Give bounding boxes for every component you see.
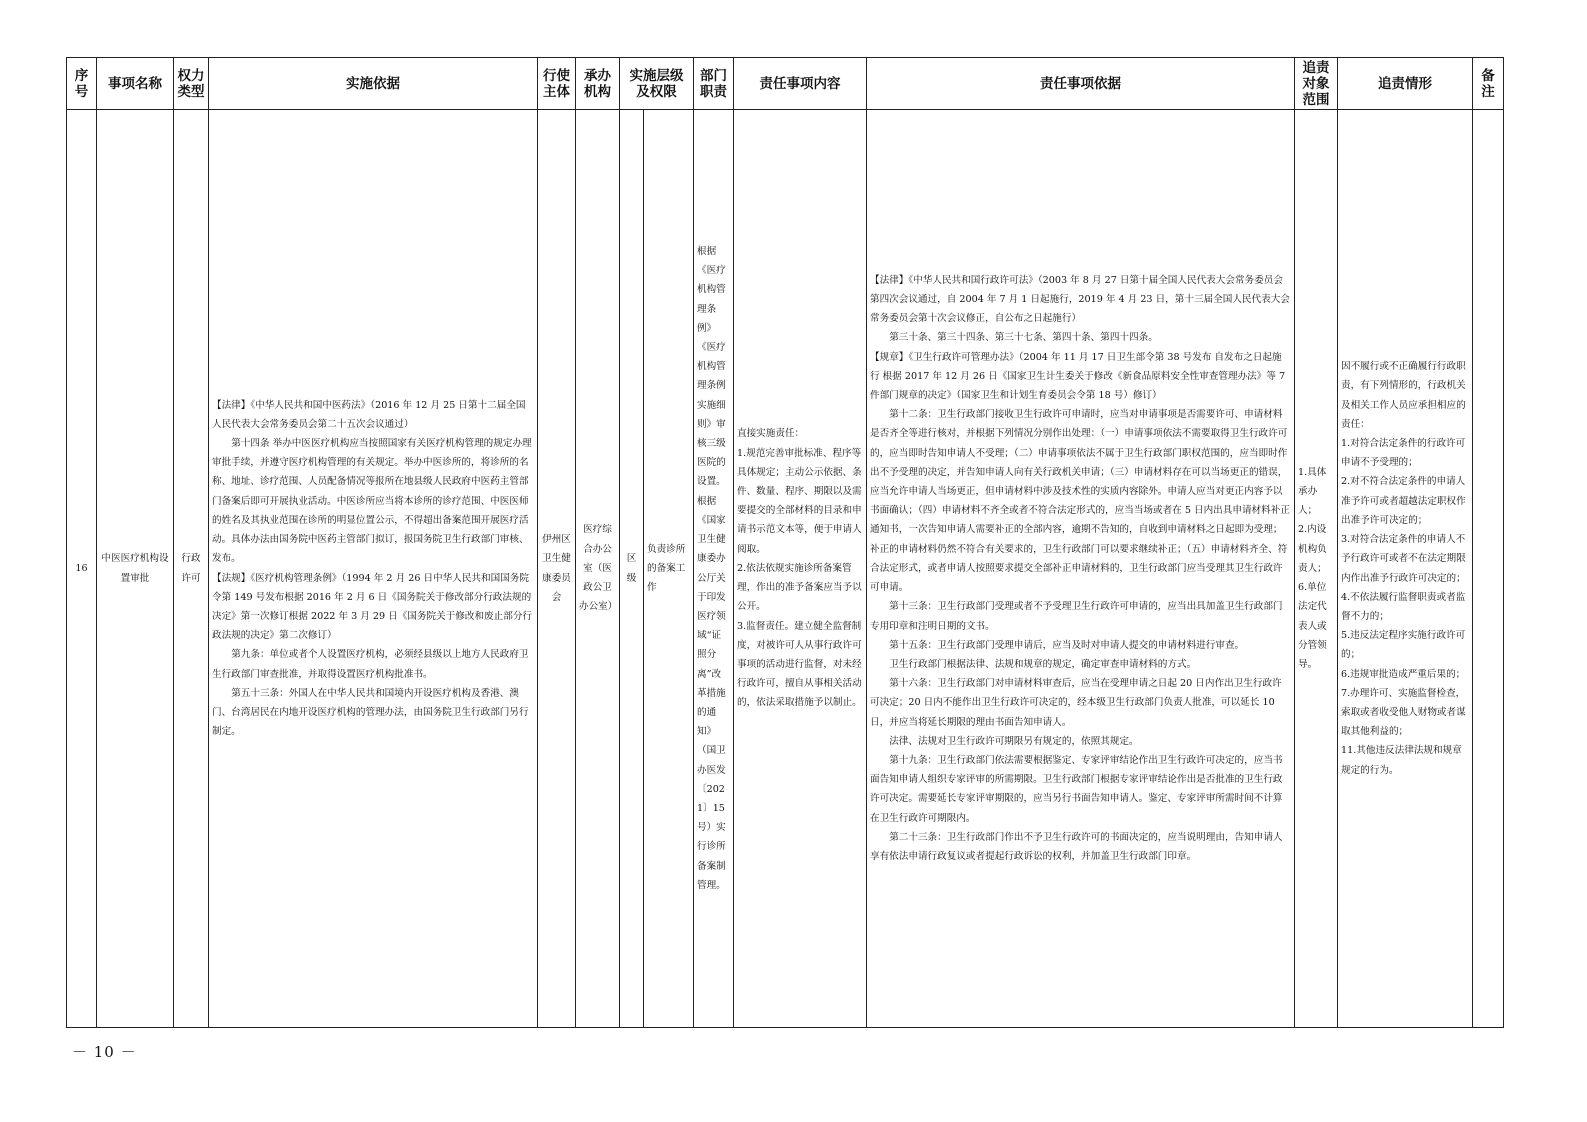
situation-item: 5.违反法定程序实施行政许可的；: [1341, 630, 1466, 661]
scope-item: 1.具体承办人；: [1298, 466, 1327, 517]
row-level-a: 区级: [620, 110, 644, 1028]
situation-item: 11.其他违反法律法规和规章规定的行为。: [1341, 745, 1462, 776]
header-level: 实施层级及权限: [620, 58, 694, 110]
row-situation: [1338, 110, 1473, 1028]
situation-item: 7.办理许可、实施监督检查，索取或者收受他人财物或者谋取其他利益的；: [1341, 687, 1466, 738]
resp-paragraph: 2.依法依规实施诊所备案管理，作出的准予备案应当予以公开。: [737, 562, 862, 613]
row-duty: 根据《医疗机构管理条例》《医疗机构管理条例实施细则》审核三级医院的设置。根据《国家卫生健康委办公厅关于印发医疗领域“证照分离”改革措施的通知》（国卫办医发〔2021〕15 号）实行诊所备案制管理。: [694, 110, 734, 1028]
row-resp: [734, 110, 867, 1028]
row-seq: 16: [67, 110, 97, 1028]
basis-paragraph: 第十四条 举办中医医疗机构应当按照国家有关医疗机构管理的规定办理审批手续，并遵守医疗机构管理的有关规定。举办中医诊所的，将诊所的名称、地址、诊疗范围、人员配备情况等报所在地县级人民政府中医药主管部门备案后即可开展执业活动。中医诊所应当将本诊所的诊疗范围、中医医师的姓名及其执业范围在诊所的明显位置公示，不得超出备案范围开展医疗活动。具体办法由国务院中医药主管部门拟订，报国务院卫生行政部门审核、发布。: [212, 438, 532, 565]
situation-item: 2.对不符合法定条件的申请人准予许可或者超越法定职权作出准予许可决定的；: [1341, 476, 1466, 526]
resp-basis-paragraph: 第十二条：卫生行政部门接收卫生行政许可申请时，应当对申请事项是否需要许可、申请材料是否齐全等进行核对，并根据下列情况分别作出处理：（一）申请事项依法不需要取得卫生行政许可的，应当即时告知申请人不受理；（二）申请事项依法不属于卫生行政部门职权范围的，应当即时作出不予受理的决定，并告知申请人向有关行政机关申请；（三）申请材料存在可以当场更正的错误，应当允许申请人当场更正，但申请材料中涉及技术性的实质内容除外。申请人应当对更正内容予以书面确认；（四）申请材料不齐全或者不符合法定形式的，应当当场或者在 5 日内出具申请材料补正通知书，一次告知申请人需要补正的全部内容，逾期不告知的，自收到申请材料之日起即为受理；补正的申请材料仍然不符合有关要求的，卫生行政部门可以要求继续补正；（五）申请材料齐全、符合法定形式，或者申请人按照要求提交全部补正申请材料的，卫生行政部门应当受理其卫生行政许可申请。: [870, 409, 1290, 594]
header-situation: 追责情形: [1338, 58, 1473, 110]
row-type: 行政许可: [174, 110, 209, 1028]
header-resp-basis: 责任事项依据: [867, 58, 1295, 110]
header-basis: 实施依据: [209, 58, 538, 110]
row-name: 中医医疗机构设置审批: [97, 110, 174, 1028]
header-remark: 备注: [1473, 58, 1504, 110]
header-scope: 追责对象范围: [1295, 58, 1338, 110]
resp-paragraph: 直接实施责任：: [737, 428, 805, 440]
row-basis: [209, 110, 538, 1028]
scope-item: 2.内设机构负责人；: [1298, 524, 1327, 574]
basis-paragraph: 第五十三条：外国人在中华人民共和国境内开设医疗机构及香港、澳门、台湾居民在内地开设医疗机构的管理办法，由国务院卫生行政部门另行制定。: [212, 687, 529, 738]
header-subject: 行使主体: [538, 58, 576, 110]
row-org: 医疗综合办公室（医政公卫办公室）: [576, 110, 620, 1028]
scope-item: 6.单位法定代表人或分管领导。: [1298, 582, 1327, 670]
header-duty: 部门职责: [694, 58, 734, 110]
situation-item: 因不履行或不正确履行行政职责，有下列情形的，行政机关及相关工作人员应承担相应的责任：: [1341, 361, 1466, 430]
header-name: 事项名称: [97, 58, 174, 110]
row-subject: 伊州区卫生健康委员会: [538, 110, 576, 1028]
resp-basis-paragraph: 卫生行政部门根据法律、法规和规章的规定，确定审查申请材料的方式。: [889, 658, 1197, 670]
resp-basis-paragraph: 法律、法规对卫生行政许可期限另有规定的，依照其规定。: [889, 735, 1139, 747]
resp-basis-paragraph: 第三十条、第三十四条、第三十七条、第四十条、第四十四条。: [889, 332, 1158, 344]
resp-paragraph: 1.规范完善审批标准、程序等具体规定；主动公示依据、条件、数量、程序、期限以及需要提交的全部材料的目录和申请书示范文本等，便于申请人阅取。: [737, 447, 862, 555]
situation-item: 4.不依法履行监督职责或者监督不力的；: [1341, 591, 1466, 622]
situation-item: 1.对符合法定条件的行政许可申请不予受理的；: [1341, 438, 1466, 469]
resp-basis-paragraph: 【规章】《卫生行政许可管理办法》（2004 年 11 月 17 日卫生部令第 38 号发布 自发布之日起施行 根据 2017 年 12 月 26 日《国家卫生计生委关于修改《新食品原料安全性审查管理办法》等 7 件部门规章的决定》（国家卫生和计划生育委员会令第 18 号）修订）: [870, 351, 1286, 402]
row-remark: [1473, 110, 1504, 1028]
resp-basis-paragraph: 【法律】《中华人民共和国行政许可法》（2003 年 8 月 27 日第十届全国人民代表大会常务委员会第四次会议通过，自 2004 年 7 月 1 日起施行，2019 年 4 月 23 日，第十三届全国人民代表大会常务委员会第十次会议修正，自公布之日起施行）: [870, 274, 1290, 325]
row-scope: [1295, 110, 1338, 1028]
resp-basis-paragraph: 第二十三条：卫生行政部门作出不予卫生行政许可的书面决定的，应当说明理由，告知申请人享有依法申请行政复议或者提起行政诉讼的权利，并加盖卫生行政部门印章。: [870, 831, 1283, 862]
header-seq: 序号: [67, 58, 97, 110]
basis-paragraph: 第九条：单位或者个人设置医疗机构，必须经县级以上地方人民政府卫生行政部门审查批准，并取得设置医疗机构批准书。: [212, 649, 529, 680]
resp-basis-paragraph: 第十六条：卫生行政部门对申请材料审查后，应当在受理申请之日起 20 日内作出卫生行政许可决定；20 日内不能作出卫生行政许可决定的，经本级卫生行政部门负责人批准，可以延长 10 日，并应当将延长期限的理由书面告知申请人。: [870, 678, 1282, 728]
resp-paragraph: 3.监督责任。建立健全监督制度，对被许可人从事行政许可事项的活动进行监督，对未经行政许可，擅自从事相关活动的，依法采取措施予以制止。: [737, 620, 862, 709]
basis-paragraph: 【法规】《医疗机构管理条例》（1994 年 2 月 26 日中华人民共和国国务院令第 149 号发布根据 2016 年 2 月 6 日《国务院关于修改部分行政法规的决定》第一次修订根据 2022 年 3 月 29 日《国务院关于修改和废止部分行政法规的决定》第二次修订）: [212, 572, 533, 642]
resp-basis-paragraph: 第十九条：卫生行政部门依法需要根据鉴定、专家评审结论作出卫生行政许可决定的，应当书面告知申请人组织专家评审的所需期限。卫生行政部门根据专家评审结论作出是否批准的卫生行政许可决定。需要延长专家评审期限的，应当另行书面告知申请人。鉴定、专家评审所需时间不计算在卫生行政许可期限内。: [870, 754, 1283, 824]
header-row: [67, 58, 1504, 110]
resp-basis-paragraph: 第十三条：卫生行政部门受理或者不予受理卫生行政许可申请的，应当出具加盖卫生行政部门专用印章和注明日期的文书。: [870, 601, 1283, 632]
situation-item: 6.违规审批造成严重后果的；: [1341, 668, 1466, 680]
basis-paragraph: 【法律】《中华人民共和国中医药法》（2016 年 12 月 25 日第十二届全国人民代表大会常务委员会第二十五次会议通过）: [212, 399, 526, 430]
header-type: 权力类型: [174, 58, 209, 110]
responsibility-table: [66, 57, 1504, 1028]
header-org: 承办机构: [576, 58, 620, 110]
table-row: [67, 110, 1504, 1028]
header-resp: 责任事项内容: [734, 58, 867, 110]
row-level-b: 负责诊所的备案工作: [644, 110, 694, 1028]
situation-item: 3.对符合法定条件的申请人不予行政许可或者不在法定期限内作出准予行政许可决定的；: [1341, 534, 1466, 584]
page-number: － 10 －: [72, 1043, 137, 1061]
resp-basis-paragraph: 第十五条：卫生行政部门受理申请后，应当及时对申请人提交的申请材料进行审查。: [889, 639, 1245, 651]
row-resp-basis: [867, 110, 1295, 1028]
